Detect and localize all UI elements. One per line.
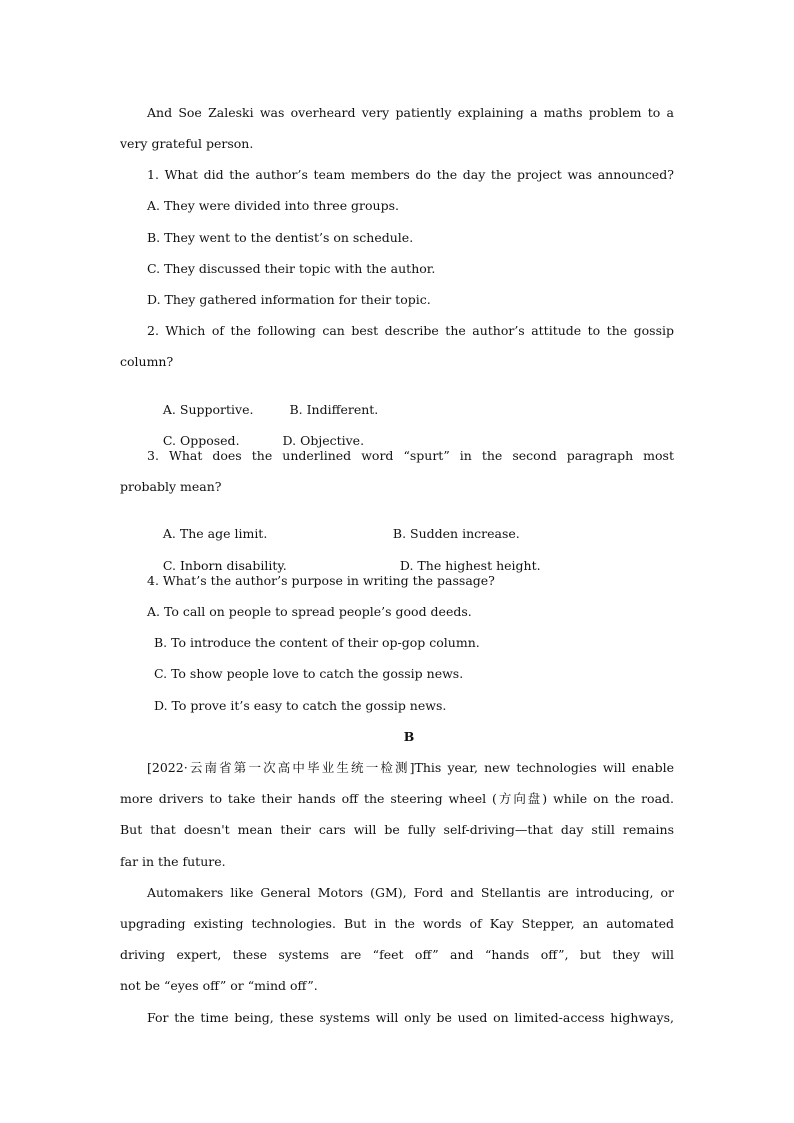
question-2-option-b: B. Indifferent.: [289, 402, 379, 417]
question-2-stem: 2. Which of the following can best describe the author’s attitude to the gossip: [147, 323, 674, 338]
section-b-p2-line1: Automakers like General Motors (GM), Ford and Stellantis are introducing, or: [147, 885, 674, 900]
question-4-option-b: B. To introduce the content of their op-gop column.: [154, 635, 480, 650]
section-heading: B: [403, 729, 415, 744]
passage-line: And Soe Zaleski was overheard very patiently explaining a maths problem to a: [147, 105, 674, 120]
question-1-option-b: B. They went to the dentist’s on schedule.: [147, 230, 414, 245]
question-3-option-a: A. The age limit.: [162, 526, 268, 541]
question-4-option-d: D. To prove it’s easy to catch the gossip news.: [154, 698, 447, 713]
section-b-p2-line3: driving expert, these systems are “feet off” and “hands off”, but they will: [120, 947, 674, 962]
question-2-option-a: A. Supportive.: [162, 402, 254, 417]
question-3-stem: 3. What does the underlined word “spurt” in the second paragraph most: [147, 448, 674, 463]
section-b-p3-line1: For the time being, these systems will only be used on limited-access highways,: [147, 1010, 674, 1025]
section-b-p1-line3: But that doesn't mean their cars will be fully self-driving—that day still remains: [120, 822, 674, 837]
section-b-p1-line4: far in the future.: [120, 854, 226, 869]
question-1-option-d: D. They gathered information for their topic.: [147, 292, 431, 307]
question-3-option-c: C. Inborn disability.: [162, 558, 287, 573]
question-3-option-d: D. The highest height.: [399, 558, 541, 573]
question-4-stem: 4. What’s the author’s purpose in writing the passage?: [147, 573, 495, 588]
question-3-option-b: B. Sudden increase.: [392, 526, 520, 541]
question-4-option-c: C. To show people love to catch the gossip news.: [154, 666, 464, 681]
section-b-p1-line2: more drivers to take their hands off the steering wheel (方向盘) while on the road.: [120, 791, 674, 806]
section-b-p2-line2: upgrading existing technologies. But in the words of Kay Stepper, an automated: [120, 916, 674, 931]
question-1-option-c: C. They discussed their topic with the author.: [147, 261, 436, 276]
question-1-stem: 1. What did the author’s team members do the day the project was announced?: [147, 167, 674, 182]
section-b-p2-line4: not be “eyes off” or “mind off”.: [120, 978, 318, 993]
question-1-option-a: A. They were divided into three groups.: [147, 198, 400, 213]
question-2-stem-cont: column?: [120, 354, 174, 369]
question-2-option-d: D. Objective.: [282, 433, 365, 448]
passage-line: very grateful person.: [120, 136, 254, 151]
question-2-option-c: C. Opposed.: [162, 433, 240, 448]
question-4-option-a: A. To call on people to spread people’s good deeds.: [147, 604, 472, 619]
section-b-p1-line1: [2022·云南省第一次高中毕业生统一检测]This year, new technologies will enable: [147, 760, 674, 775]
question-3-stem-cont: probably mean?: [120, 479, 222, 494]
